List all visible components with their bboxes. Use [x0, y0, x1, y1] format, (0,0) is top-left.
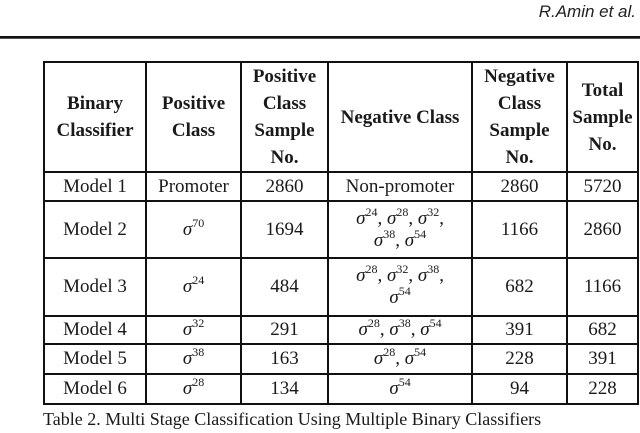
total-sample-cell: 391 [567, 344, 638, 374]
sigma-term [182, 273, 205, 297]
table-row [44, 258, 638, 316]
sigma-symbol: σ [420, 319, 430, 340]
sigma-symbol: σ [386, 207, 397, 229]
sigma-symbol: σ [182, 276, 193, 297]
sigma-superscript: 24 [192, 273, 205, 287]
sigma-symbol: σ [182, 348, 193, 369]
negative-class-cell: Non-promoter [328, 172, 472, 201]
table-row [44, 201, 638, 258]
model-cell: Model 5 [44, 344, 146, 374]
table-row [44, 172, 638, 201]
sigma-symbol: σ [373, 348, 384, 369]
header-total-sample-no: Total Sample No. [567, 62, 638, 172]
positive-class-cell [146, 344, 241, 374]
total-sample-cell: 228 [567, 374, 638, 404]
sigma-superscript: 28 [383, 345, 396, 359]
table-header-row [44, 62, 638, 172]
sigma-symbol: σ [389, 287, 399, 308]
negative-class-line: $\sigma^{38}$, $\sigma^{54}$ [373, 226, 427, 251]
sigma-superscript: 38 [398, 316, 411, 330]
sigma-symbol: σ [389, 319, 399, 340]
sigma-superscript: 38 [192, 345, 205, 359]
sigma-symbol: σ [417, 265, 428, 286]
sigma-symbol: σ [404, 229, 415, 251]
sigma-term [358, 316, 380, 340]
positive-sample-cell: 291 [241, 316, 328, 344]
positive-sample-cell: 484 [241, 258, 328, 316]
sigma-superscript: 54 [429, 316, 442, 330]
sigma-superscript: 28 [396, 204, 409, 219]
negative-class-line [333, 284, 467, 309]
sigma-term [356, 204, 378, 229]
positive-class-cell [146, 258, 241, 316]
positive-sample-cell: 2860 [241, 172, 328, 201]
header-positive-sample-no: Positive Class Sample No. [241, 62, 328, 172]
sigma-term [386, 262, 409, 286]
sigma-term [404, 345, 427, 369]
positive-class-cell [146, 316, 241, 344]
sigma-superscript: 28 [365, 262, 378, 276]
sigma-term [182, 375, 205, 399]
sigma-superscript: 38 [427, 262, 440, 276]
negative-class-line [333, 375, 467, 400]
negative-sample-cell: 2860 [472, 172, 567, 201]
model-cell: Model 1 [44, 172, 146, 201]
sigma-superscript: 28 [367, 316, 380, 330]
header-positive-class: Positive Class [146, 62, 241, 172]
sigma-superscript: 32 [427, 204, 440, 219]
sigma-superscript: 54 [414, 226, 427, 241]
sigma-symbol: σ [182, 378, 193, 399]
total-sample-cell: 682 [567, 316, 638, 344]
negative-sample-cell: 682 [472, 258, 567, 316]
sigma-symbol: σ [386, 265, 397, 286]
sigma-term [356, 262, 378, 286]
negative-class-line: $\sigma^{28}$, $\sigma^{32}$, $\sigma^{38}$, [356, 262, 444, 286]
sigma-term [420, 316, 442, 340]
sigma-superscript: 38 [383, 226, 396, 241]
sigma-symbol: σ [373, 229, 384, 251]
total-sample-cell: 1166 [567, 258, 638, 316]
table-row [44, 374, 638, 404]
sigma-term [182, 345, 205, 369]
negative-sample-cell: 228 [472, 344, 567, 374]
sigma-term [182, 215, 205, 240]
positive-class-cell [146, 374, 241, 404]
sigma-symbol: σ [182, 319, 193, 340]
sigma-symbol: σ [182, 218, 193, 240]
sigma-symbol: σ [356, 207, 366, 229]
table-row [44, 344, 638, 374]
sigma-term [389, 284, 411, 308]
negative-class-cell [328, 344, 472, 374]
sigma-term [386, 204, 409, 229]
sigma-superscript: 54 [398, 375, 411, 389]
model-cell: Model 3 [44, 258, 146, 316]
model-cell: Model 6 [44, 374, 146, 404]
negative-class-cell [328, 374, 472, 404]
sigma-superscript: 32 [396, 262, 409, 276]
table-caption: Table 2. Multi Stage Classification Using Multiple Binary Classifiers [43, 409, 542, 429]
running-head: R.Amin et al. [538, 2, 636, 21]
table-body [44, 172, 638, 404]
header-negative-class: Negative Class [328, 62, 472, 172]
sigma-symbol: σ [417, 207, 428, 229]
table-row [44, 316, 638, 344]
sigma-superscript: 24 [365, 204, 378, 219]
sigma-symbol: σ [404, 348, 415, 369]
sigma-term [373, 226, 396, 251]
sigma-term [417, 262, 440, 286]
negative-class-line: $\sigma^{28}$, $\sigma^{38}$, $\sigma^{54}$ [358, 316, 442, 340]
negative-class-line: $\sigma^{24}$, $\sigma^{28}$, $\sigma^{32}$, [356, 204, 444, 229]
negative-sample-cell: 1166 [472, 201, 567, 258]
header-rule [0, 36, 640, 39]
negative-class-line: $\sigma^{28}$, $\sigma^{54}$ [373, 345, 427, 369]
sigma-term [182, 316, 205, 340]
negative-class-cell [328, 201, 472, 258]
sigma-symbol: σ [358, 319, 368, 340]
negative-class-cell [328, 258, 472, 316]
positive-sample-cell: 163 [241, 344, 328, 374]
sigma-superscript: 28 [192, 375, 205, 389]
sigma-superscript: 54 [398, 284, 411, 298]
sigma-superscript: 32 [192, 316, 205, 330]
negative-sample-cell: 391 [472, 316, 567, 344]
sigma-superscript: 54 [414, 345, 427, 359]
header-binary-classifier: Binary Classifier [44, 62, 146, 172]
sigma-term [417, 204, 440, 229]
total-sample-cell: 2860 [567, 201, 638, 258]
sigma-term [389, 375, 411, 399]
positive-class-cell: Promoter [146, 172, 241, 201]
sigma-symbol: σ [389, 378, 399, 399]
negative-class-cell [328, 316, 472, 344]
classification-table [43, 61, 639, 405]
sigma-term [404, 226, 427, 251]
sigma-term [373, 345, 396, 369]
positive-class-cell [146, 201, 241, 258]
sigma-term [389, 316, 411, 340]
model-cell: Model 4 [44, 316, 146, 344]
sigma-symbol: σ [356, 265, 366, 286]
positive-sample-cell: 1694 [241, 201, 328, 258]
sigma-superscript: 70 [192, 215, 205, 230]
negative-sample-cell: 94 [472, 374, 567, 404]
positive-sample-cell: 134 [241, 374, 328, 404]
total-sample-cell: 5720 [567, 172, 638, 201]
model-cell: Model 2 [44, 201, 146, 258]
header-negative-sample-no: Negative Class Sample No. [472, 62, 567, 172]
